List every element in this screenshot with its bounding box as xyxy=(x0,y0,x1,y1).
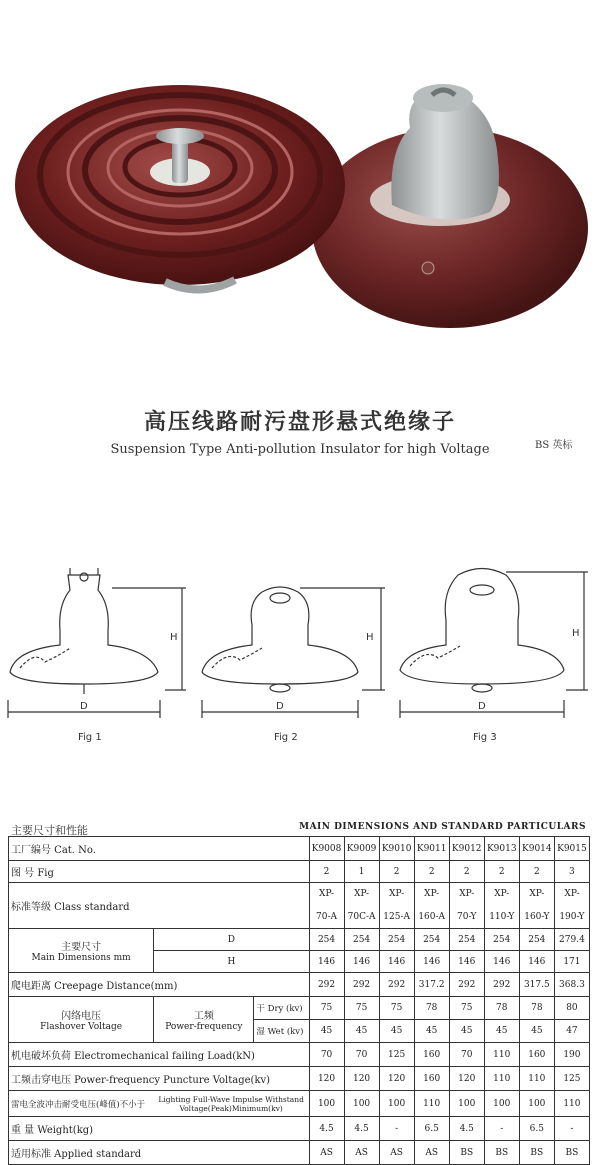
cell-dim-d: 254 xyxy=(449,929,484,951)
cell-class: 110-Y xyxy=(484,906,519,929)
wet-label: 湿 Wet (kv) xyxy=(254,1020,309,1043)
dry-label: 干 Dry (kv) xyxy=(254,997,309,1020)
row-label-class: 标准等级 Class standard xyxy=(9,883,310,929)
cell-puncture: 120 xyxy=(449,1067,484,1091)
cell-applied: BS xyxy=(519,1141,554,1165)
cell-creepage: 292 xyxy=(309,973,344,997)
dimensions-label-cn: 主要尺寸 xyxy=(61,942,102,953)
cell-dim-h: 146 xyxy=(484,951,519,973)
row-label-weight: 重 量 Weight(kg) xyxy=(9,1117,310,1141)
cell-dim-d: 279.4 xyxy=(554,929,589,951)
cell-class: XP- xyxy=(309,883,344,906)
technical-drawings xyxy=(0,555,600,755)
row-label-fig: 图 号 Fig xyxy=(9,861,310,883)
flashover-label-cn: 闪络电压 xyxy=(61,1011,102,1022)
cell-class: 190-Y xyxy=(554,906,589,929)
cell-dry: 78 xyxy=(484,997,519,1020)
cell-fig: 2 xyxy=(379,861,414,883)
cell-weight: 4.5 xyxy=(309,1117,344,1141)
table-row-fig xyxy=(9,861,590,883)
cell-weight: 4.5 xyxy=(449,1117,484,1141)
cell-puncture: 120 xyxy=(309,1067,344,1091)
row-label-applied: 适用标准 Applied standard xyxy=(9,1141,310,1165)
cell-creepage: 317.5 xyxy=(519,973,554,997)
cell-load: 160 xyxy=(519,1043,554,1067)
section-title-en: MAIN DIMENSIONS AND STANDARD PARTICULARS xyxy=(299,822,586,832)
cell-load: 70 xyxy=(309,1043,344,1067)
row-label-flashover xyxy=(9,997,154,1043)
cell-catalog: K9008 xyxy=(309,837,344,861)
cell-catalog: K9014 xyxy=(519,837,554,861)
cell-wet: 45 xyxy=(484,1020,519,1043)
cell-catalog: K9009 xyxy=(344,837,379,861)
cell-creepage: 317.2 xyxy=(414,973,449,997)
section-title-cn: 主要尺寸和性能 xyxy=(11,824,88,837)
cell-puncture: 120 xyxy=(379,1067,414,1091)
row-label-catalog: 工厂编号 Cat. No. xyxy=(9,837,310,861)
cell-fig: 2 xyxy=(309,861,344,883)
cell-creepage: 292 xyxy=(379,973,414,997)
cell-load: 70 xyxy=(449,1043,484,1067)
cell-applied: AS xyxy=(414,1141,449,1165)
cell-impulse: 110 xyxy=(414,1091,449,1117)
pf-label-cn: 工频 xyxy=(193,1011,214,1022)
cell-creepage: 292 xyxy=(449,973,484,997)
spec-table xyxy=(8,836,590,1165)
row-label-impulse-cn: 雷电全波冲击耐受电压(峰值)不小于 xyxy=(9,1091,154,1117)
row-label-power-frequency xyxy=(154,997,254,1043)
cell-impulse: 110 xyxy=(554,1091,589,1117)
table-row-load xyxy=(9,1043,590,1067)
cell-wet: 45 xyxy=(414,1020,449,1043)
row-label-dimensions xyxy=(9,929,154,973)
cell-applied: BS xyxy=(449,1141,484,1165)
cell-dry: 75 xyxy=(309,997,344,1020)
cell-impulse: 100 xyxy=(519,1091,554,1117)
dim-d-label-3: D xyxy=(478,701,486,712)
product-photo xyxy=(0,0,600,360)
cell-class: 160-A xyxy=(414,906,449,929)
fig-label-3: Fig 3 xyxy=(473,732,497,743)
cell-fig: 1 xyxy=(344,861,379,883)
cell-creepage: 292 xyxy=(344,973,379,997)
cell-dim-h: 171 xyxy=(554,951,589,973)
cell-dim-h: 146 xyxy=(344,951,379,973)
cell-puncture: 110 xyxy=(484,1067,519,1091)
cell-wet: 45 xyxy=(379,1020,414,1043)
cell-load: 160 xyxy=(414,1043,449,1067)
table-row-class-top xyxy=(9,883,590,906)
cell-weight: 4.5 xyxy=(344,1117,379,1141)
cell-catalog: K9015 xyxy=(554,837,589,861)
pf-label-en: Power-frequency xyxy=(165,1022,243,1032)
cell-fig: 2 xyxy=(414,861,449,883)
cell-applied: AS xyxy=(344,1141,379,1165)
title-english: Suspension Type Anti-pollution Insulator for high Voltage xyxy=(110,442,490,457)
cell-dim-h: 146 xyxy=(519,951,554,973)
cell-impulse: 100 xyxy=(379,1091,414,1117)
cell-weight: 6.5 xyxy=(414,1117,449,1141)
cell-dim-h: 146 xyxy=(449,951,484,973)
cell-load: 70 xyxy=(344,1043,379,1067)
insulator-rib-view xyxy=(15,85,345,290)
cell-class: 70C-A xyxy=(344,906,379,929)
cell-dry: 78 xyxy=(519,997,554,1020)
cell-fig: 2 xyxy=(519,861,554,883)
cell-dim-h: 146 xyxy=(379,951,414,973)
cell-puncture: 160 xyxy=(414,1067,449,1091)
cell-class: XP- xyxy=(554,883,589,906)
cell-class: XP- xyxy=(344,883,379,906)
cell-dim-d: 254 xyxy=(414,929,449,951)
cell-wet: 47 xyxy=(554,1020,589,1043)
cell-dim-d: 254 xyxy=(309,929,344,951)
cell-impulse: 100 xyxy=(484,1091,519,1117)
cell-weight: 6.5 xyxy=(519,1117,554,1141)
table-row-dim-d xyxy=(9,929,590,951)
dim-d-label-1: D xyxy=(80,701,88,712)
table-row-creepage xyxy=(9,973,590,997)
cell-wet: 45 xyxy=(344,1020,379,1043)
dim-h-label-2: H xyxy=(366,632,374,643)
drawing-fig-2 xyxy=(202,587,385,718)
cell-wet: 45 xyxy=(309,1020,344,1043)
cell-class: 70-A xyxy=(309,906,344,929)
cell-puncture: 125 xyxy=(554,1067,589,1091)
standard-tag: BS 英标 xyxy=(535,440,573,451)
table-row-flashover-dry xyxy=(9,997,590,1020)
flashover-label-en: Flashover Voltage xyxy=(40,1022,123,1032)
row-label-impulse-en: Lighting Full-Wave Impulse Withstand Voltage(Peak)Minimum(kv) xyxy=(154,1091,309,1117)
table-row-applied xyxy=(9,1141,590,1165)
cell-fig: 2 xyxy=(449,861,484,883)
fig-label-2: Fig 2 xyxy=(274,732,298,743)
cell-class: XP- xyxy=(484,883,519,906)
table-row-impulse xyxy=(9,1091,590,1117)
cell-load: 125 xyxy=(379,1043,414,1067)
dim-d-label-2: D xyxy=(276,701,284,712)
dimensions-label-en: Main Dimensions mm xyxy=(31,953,131,963)
cell-weight: - xyxy=(484,1117,519,1141)
cell-load: 190 xyxy=(554,1043,589,1067)
dim-h-label-3: H xyxy=(572,628,580,639)
cell-impulse: 100 xyxy=(344,1091,379,1117)
cell-wet: 45 xyxy=(449,1020,484,1043)
dim-d-header: D xyxy=(154,929,309,951)
cell-dry: 75 xyxy=(449,997,484,1020)
cell-dim-d: 254 xyxy=(379,929,414,951)
drawing-fig-3 xyxy=(400,569,588,719)
cell-applied: BS xyxy=(554,1141,589,1165)
cell-applied: BS xyxy=(484,1141,519,1165)
title-chinese: 高压线路耐污盘形悬式绝缘子 xyxy=(143,409,456,435)
cell-dim-d: 254 xyxy=(484,929,519,951)
cell-dim-d: 254 xyxy=(519,929,554,951)
cell-weight: - xyxy=(379,1117,414,1141)
row-label-puncture: 工频击穿电压 Power-frequency Puncture Voltage(kv) xyxy=(9,1067,310,1091)
fig-label-1: Fig 1 xyxy=(78,732,102,743)
cell-class: XP- xyxy=(414,883,449,906)
cell-dry: 80 xyxy=(554,997,589,1020)
cell-impulse: 100 xyxy=(449,1091,484,1117)
cell-class: 160-Y xyxy=(519,906,554,929)
cell-fig: 3 xyxy=(554,861,589,883)
cell-puncture: 120 xyxy=(344,1067,379,1091)
cell-wet: 45 xyxy=(519,1020,554,1043)
table-row-weight xyxy=(9,1117,590,1141)
cell-dim-h: 146 xyxy=(309,951,344,973)
cell-weight: - xyxy=(554,1117,589,1141)
cell-dry: 75 xyxy=(344,997,379,1020)
cell-class: XP- xyxy=(379,883,414,906)
cell-dim-h: 146 xyxy=(414,951,449,973)
cell-catalog: K9010 xyxy=(379,837,414,861)
drawing-fig-1 xyxy=(8,568,186,718)
cell-creepage: 292 xyxy=(484,973,519,997)
cell-class: XP- xyxy=(449,883,484,906)
cell-dry: 75 xyxy=(379,997,414,1020)
insulator-cap-view xyxy=(312,84,588,328)
cell-applied: AS xyxy=(379,1141,414,1165)
cell-class: 125-A xyxy=(379,906,414,929)
cell-applied: AS xyxy=(309,1141,344,1165)
cell-load: 110 xyxy=(484,1043,519,1067)
dim-h-header: H xyxy=(154,951,309,973)
cell-class: XP- xyxy=(519,883,554,906)
cell-puncture: 110 xyxy=(519,1067,554,1091)
row-label-load: 机电破坏负荷 Electromechanical failing Load(kN) xyxy=(9,1043,310,1067)
cell-creepage: 368.3 xyxy=(554,973,589,997)
cell-catalog: K9013 xyxy=(484,837,519,861)
cell-catalog: K9012 xyxy=(449,837,484,861)
table-row-puncture xyxy=(9,1067,590,1091)
dim-h-label-1: H xyxy=(170,632,178,643)
cell-class: 70-Y xyxy=(449,906,484,929)
table-row-catalog xyxy=(9,837,590,861)
row-label-creepage: 爬电距离 Creepage Distance(mm) xyxy=(9,973,310,997)
cell-dim-d: 254 xyxy=(344,929,379,951)
cell-catalog: K9011 xyxy=(414,837,449,861)
cell-fig: 2 xyxy=(484,861,519,883)
cell-dry: 78 xyxy=(414,997,449,1020)
cell-impulse: 100 xyxy=(309,1091,344,1117)
